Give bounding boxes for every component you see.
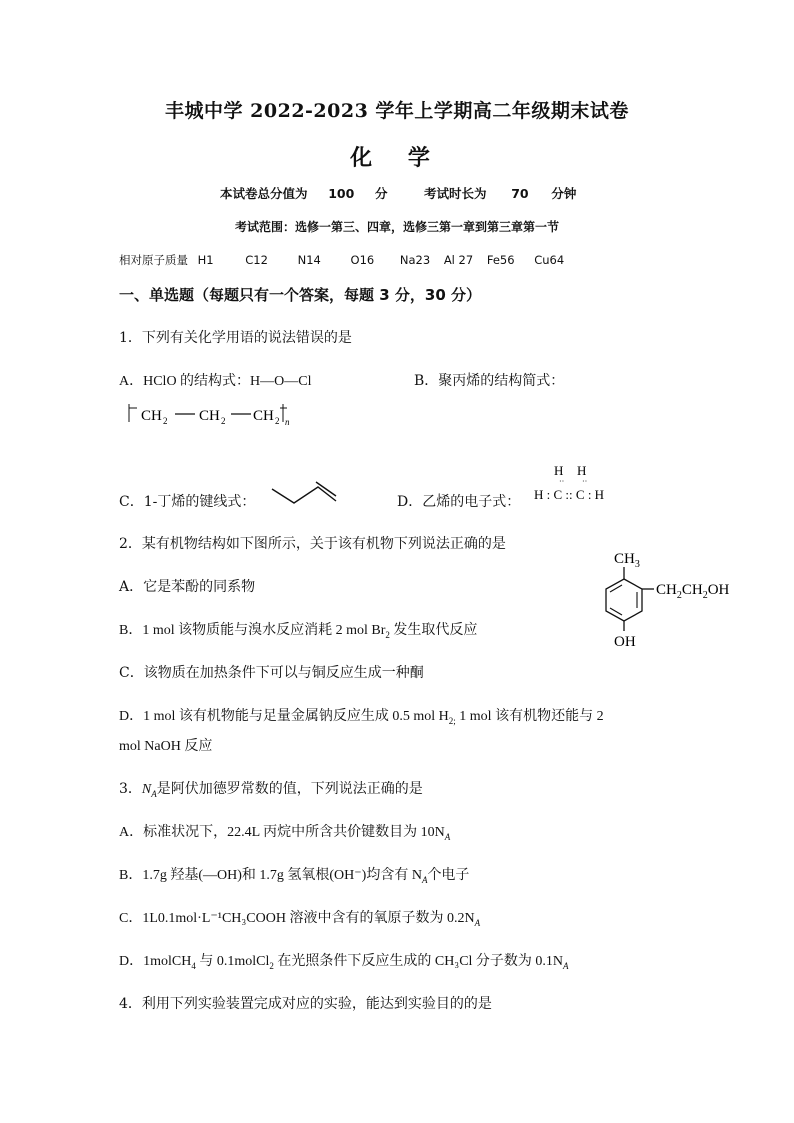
q3-d-post: 在光照条件下反应生成的 CH₃Cl 分子数为 0.1N: [273, 954, 564, 969]
time-info: [424, 184, 576, 202]
formula-unit-3: CH: [253, 408, 274, 424]
formula-sub-2: 2: [221, 416, 226, 426]
q2-b-sub: 2: [385, 629, 390, 640]
q3-d-sub4: 4: [191, 960, 196, 971]
q3-option-b: [119, 864, 469, 885]
q1-option-d: D．乙烯的电子式：: [397, 494, 521, 510]
q2-option-c: C．该物质在加热条件下可以与铜反应生成一种酮: [119, 665, 424, 681]
electron-top-h1: H: [554, 463, 564, 478]
atomic-mass-al: Al 27: [443, 253, 474, 267]
organic-structure-diagram: [590, 545, 750, 653]
q2-b-pre: B．1 mol 该物质能与溴水反应消耗 2 mol Br: [119, 623, 386, 638]
score-info: [220, 184, 388, 202]
q3-c-sub: A: [474, 917, 481, 928]
electron-row: H : C :: C : H: [534, 487, 605, 502]
atomic-mass-fe: Fe56: [486, 253, 515, 267]
formula-n: n: [285, 417, 290, 427]
q3-a-text: A．标准状况下，22.4L 丙烷中所含共价键数目为 10N: [119, 825, 445, 840]
q2-stem: 2．某有机物结构如下图所示，关于该有机物下列说法正确的是: [119, 536, 506, 552]
q4-stem: 4．利用下列实验装置完成对应的实验，能达到实验目的的是: [119, 996, 492, 1012]
q3-na-sub: A: [151, 788, 157, 799]
electron-pair-1: ··: [559, 477, 565, 486]
q2-option-a: A．它是苯酚的同系物: [119, 579, 256, 595]
structure-side-chain: $CH_2CH_2OH$: [656, 582, 730, 601]
q3-option-a: [119, 821, 450, 842]
q2-option-d: [119, 705, 604, 726]
q2-d-post: 1 mol 该有机物还能与 2: [455, 709, 604, 724]
q3-b-text: B．1.7g 羟基(—OH)和 1.7g 氢氧根(OH⁻)均含有 N: [119, 868, 422, 883]
atomic-mass-h: H1: [197, 253, 214, 267]
atomic-mass-row: [119, 252, 564, 268]
electron-pair-2: ··: [582, 477, 588, 486]
exam-scope: 考试范围：选修一第三、四章，选修三第一章到第三章第一节: [234, 220, 559, 234]
q3-stem: [119, 778, 423, 799]
structure-oh: OH: [614, 634, 636, 650]
q3-d-pre: D．1molCH: [119, 954, 192, 969]
formula-sub-3: 2: [275, 416, 280, 426]
q1-option-c: C．1-丁烯的键线式：: [119, 494, 256, 510]
q3-d-mid: 与 0.1molCl: [195, 954, 270, 969]
polypropylene-formula: [119, 396, 299, 432]
time-unit: 分钟: [551, 186, 577, 201]
q2-option-d-cont: mol NaOH 反应: [119, 739, 213, 754]
q3-c-text: C．1L0.1mol·L⁻¹CH₃COOH 溶液中含有的氧原子数为 0.2N: [119, 911, 475, 926]
time-label: 考试时长为: [424, 186, 487, 201]
q3-a-sub: A: [444, 831, 451, 842]
formula-unit-2: CH: [199, 408, 220, 424]
q3-na: N: [141, 782, 152, 797]
atomic-mass-c: C12: [245, 253, 268, 267]
q3-option-d: [119, 950, 569, 971]
score-unit: 分: [375, 186, 388, 201]
atomic-mass-label: 相对原子质量: [119, 253, 188, 267]
q2-option-b: [119, 619, 477, 640]
q3-b-sub: A: [421, 874, 428, 885]
q3-stem-text: 是阿伏加德罗常数的值，下列说法正确的是: [156, 781, 423, 797]
subject-title: 化 学: [350, 145, 444, 171]
q1-option-a: A．HClO 的结构式：H—O—Cl: [119, 374, 312, 389]
atomic-mass-o: O16: [350, 253, 375, 267]
q3-b-post: 个电子: [427, 868, 470, 883]
atomic-mass-n: N14: [297, 253, 321, 267]
atomic-mass-na: Na23: [399, 253, 431, 267]
q2-d-sub: 2;: [448, 715, 456, 726]
exam-title: 丰城中学 2022-2023 学年上学期高二年级期末试卷: [165, 100, 629, 122]
atomic-mass-cu: Cu64: [534, 253, 565, 267]
score-label: 本试卷总分值为: [220, 186, 308, 201]
score-value: 100: [328, 186, 355, 201]
ethylene-electron-formula: [532, 460, 622, 506]
formula-unit-1: CH: [141, 408, 162, 424]
time-value: 70: [511, 186, 529, 201]
butene-skeletal-formula: [270, 479, 342, 507]
structure-ch3: $CH_3$: [614, 551, 640, 570]
section-title: 一、单选题（每题只有一个答案，每题 3 分，30 分）: [119, 286, 481, 304]
q3-d-suba: A: [563, 960, 569, 971]
q1-option-b: B．聚丙烯的结构简式：: [414, 373, 565, 389]
electron-top-h2: H: [577, 463, 587, 478]
q3-d-sub2: 2: [269, 960, 274, 971]
q2-d-pre: D．1 mol 该有机物能与足量金属钠反应生成 0.5 mol H: [119, 709, 449, 724]
q3-option-c: [119, 907, 480, 928]
formula-sub-1: 2: [163, 416, 168, 426]
q2-b-post: 发生取代反应: [389, 623, 478, 638]
q3-num: 3．: [119, 781, 142, 797]
q1-stem: 1．下列有关化学用语的说法错误的是: [119, 330, 352, 346]
